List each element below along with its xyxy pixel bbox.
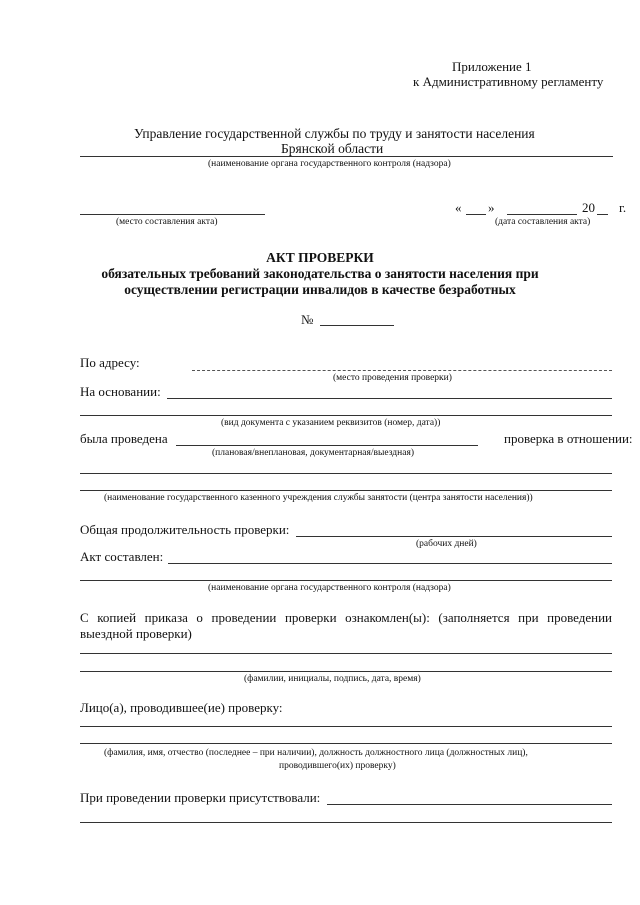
conducted-label: была проведена: [80, 431, 168, 446]
duration-field[interactable]: [296, 536, 612, 537]
conducted-field[interactable]: [176, 445, 478, 446]
basis-field[interactable]: [167, 398, 612, 399]
basis-label: На основании:: [80, 384, 161, 399]
institution-caption: (наименование государственного казенного учреждения службы занятости (центра занятости населения)): [104, 493, 533, 503]
authority-name-line1: Управление государственной службы по труду и занятости населения: [134, 126, 535, 141]
authority-name-line2: Брянской области: [281, 141, 384, 156]
present-field[interactable]: [327, 804, 612, 805]
date-year-prefix: 20: [582, 200, 595, 215]
act-subtitle-line2: осуществлении регистрации инвалидов в качестве безработных: [124, 282, 516, 297]
basis-caption: (вид документа с указанием реквизитов (номер, дата)): [221, 418, 441, 428]
basis-field-line2[interactable]: [80, 415, 612, 416]
place-line[interactable]: [80, 214, 265, 215]
place-caption: (место составления акта): [116, 217, 218, 227]
address-label: По адресу:: [80, 355, 140, 370]
date-quote-open: «: [455, 200, 462, 215]
compiled-field[interactable]: [168, 563, 612, 564]
compiled-label: Акт составлен:: [80, 549, 164, 564]
compiled-field-line2[interactable]: [80, 580, 612, 581]
compiled-caption: (наименование органа государственного контроля (надзора): [208, 583, 451, 593]
duration-caption: (рабочих дней): [416, 539, 477, 549]
date-year-suffix: г.: [619, 200, 627, 215]
act-subtitle-line1: обязательных требований законодательства о занятости населения при: [101, 266, 539, 281]
act-number-label: №: [301, 312, 314, 327]
present-field-line2[interactable]: [80, 822, 612, 823]
date-year-field[interactable]: [597, 214, 608, 215]
order-field[interactable]: [80, 653, 612, 654]
present-label: При проведении проверки присутствовали:: [80, 790, 321, 805]
order-field-line2[interactable]: [80, 671, 612, 672]
date-quote-close: »: [488, 200, 495, 215]
appendix-number: Приложение 1: [452, 59, 532, 74]
duration-label: Общая продолжительность проверки:: [80, 522, 290, 537]
institution-field-line2[interactable]: [80, 490, 612, 491]
act-title: АКТ ПРОВЕРКИ: [266, 250, 374, 265]
in-relation-label: проверка в отношении:: [504, 431, 633, 446]
authority-underline: [80, 156, 613, 157]
inspector-caption-line1: (фамилия, имя, отчество (последнее – при наличии), должность должностного лица (должностных лиц),: [104, 748, 528, 758]
inspector-caption-line2: проводившего(их) проверку): [279, 761, 396, 771]
date-month-field[interactable]: [507, 214, 577, 215]
order-acknowledgement-text: С копией приказа о проведении проверки ознакомлен(ы): (заполняется при проведении выездной проверки): [80, 610, 612, 641]
address-caption: (место проведения проверки): [333, 373, 452, 383]
date-day-field[interactable]: [466, 214, 486, 215]
inspector-field[interactable]: [80, 726, 612, 727]
act-number-field[interactable]: [320, 325, 394, 326]
appendix-regulation: к Административному регламенту: [413, 74, 604, 89]
inspector-label: Лицо(а), проводившее(ие) проверку:: [80, 700, 283, 715]
inspector-field-line2[interactable]: [80, 743, 612, 744]
conducted-caption: (плановая/внеплановая, документарная/выездная): [212, 448, 414, 458]
order-caption: (фамилии, инициалы, подпись, дата, время): [244, 674, 421, 684]
address-field[interactable]: [192, 370, 612, 371]
authority-caption: (наименование органа государственного контроля (надзора): [208, 159, 451, 169]
institution-field[interactable]: [80, 473, 612, 474]
date-caption: (дата составления акта): [495, 217, 591, 227]
